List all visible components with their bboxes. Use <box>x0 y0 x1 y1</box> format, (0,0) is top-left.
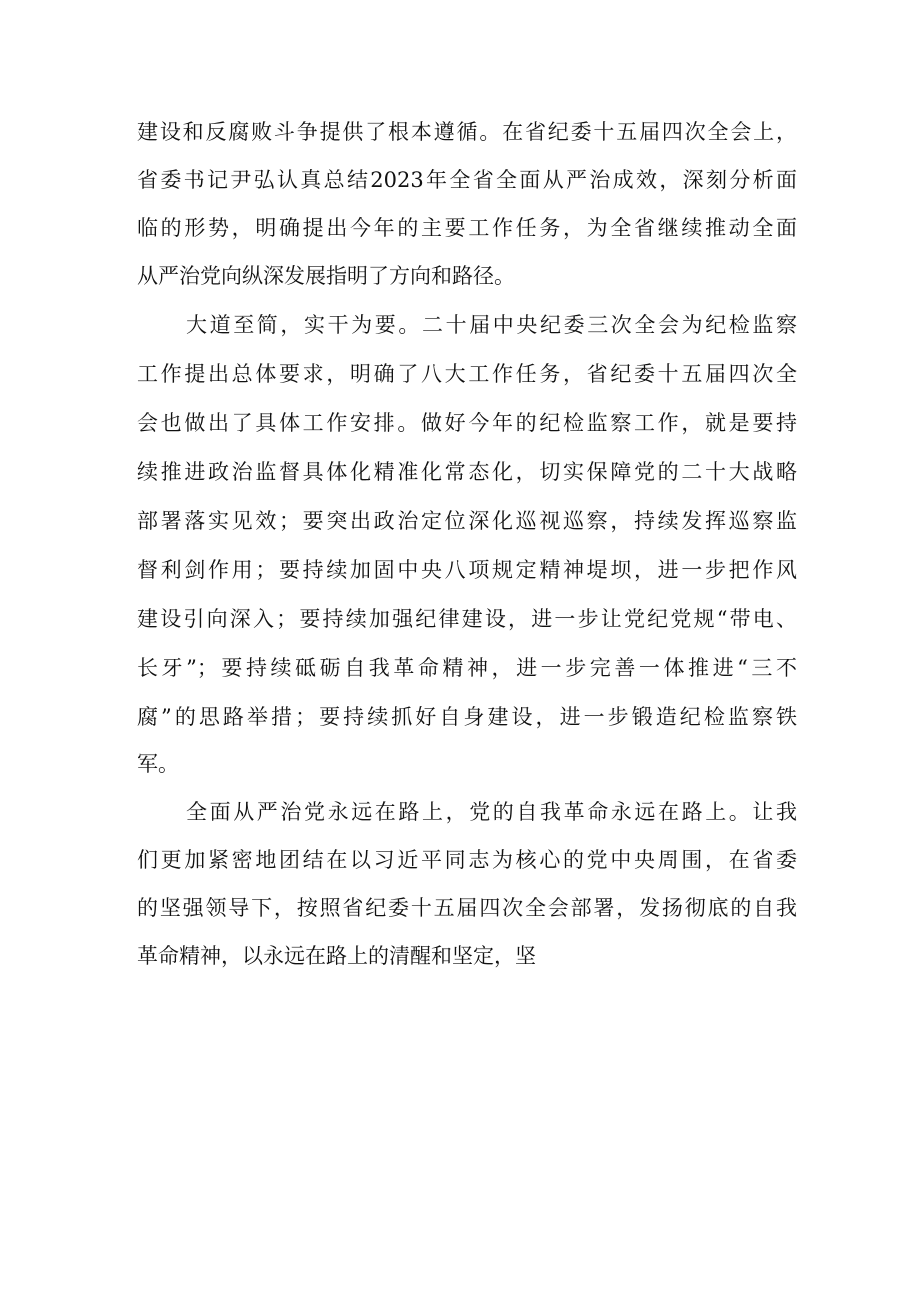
paragraph-3-line-2: 们更加紧密地团结在以习近平同志为核心的党中央周围，在省委 <box>137 848 797 872</box>
paragraph-2-line-6: 督利剑作用；要持续加固中央八项规定精神堤坝，进一步把作风 <box>137 558 797 582</box>
paragraph-2-line-5: 部署落实见效；要突出政治定位深化巡视巡察，持续发挥巡察监 <box>137 509 797 533</box>
paragraph-2-line-10: 军。 <box>137 752 179 776</box>
paragraph-1-line-1: 建设和反腐败斗争提供了根本遵循。在省纪委十五届四次全会上， <box>137 120 797 144</box>
paragraph-2-line-4: 续推进政治监督具体化精准化常态化，切实保障党的二十大战略 <box>137 460 797 484</box>
paragraph-2-line-7: 建设引向深入；要持续加强纪律建设，进一步让党纪党规“带电、 <box>137 607 797 631</box>
paragraph-1-line-3: 临的形势，明确提出今年的主要工作任务，为全省继续推动全面 <box>137 216 797 240</box>
paragraph-2-line-8: 长牙”；要持续砥砺自我革命精神，进一步完善一体推进“三不 <box>137 656 797 680</box>
paragraph-1-line-2: 省委书记尹弘认真总结2023年全省全面从严治成效，深刻分析面 <box>137 168 797 192</box>
paragraph-3-line-1: 全面从严治党永远在路上，党的自我革命永远在路上。让我 <box>186 800 797 824</box>
paragraph-2-line-9: 腐”的思路举措；要持续抓好自身建设，进一步锻造纪检监察铁 <box>137 705 797 729</box>
paragraph-1-line-4: 从严治党向纵深发展指明了方向和路径。 <box>137 264 515 288</box>
paragraph-3-line-3: 的坚强领导下，按照省纪委十五届四次全会部署，发扬彻底的自我 <box>137 896 797 920</box>
paragraph-2-line-3: 会也做出了具体工作安排。做好今年的纪检监察工作，就是要持 <box>137 411 797 435</box>
paragraph-2-line-2: 工作提出总体要求，明确了八大工作任务，省纪委十五届四次全 <box>137 362 797 386</box>
paragraph-3-line-4: 革命精神，以永远在路上的清醒和坚定，坚 <box>137 944 536 968</box>
paragraph-2-line-1: 大道至简，实干为要。二十届中央纪委三次全会为纪检监察 <box>186 313 797 337</box>
